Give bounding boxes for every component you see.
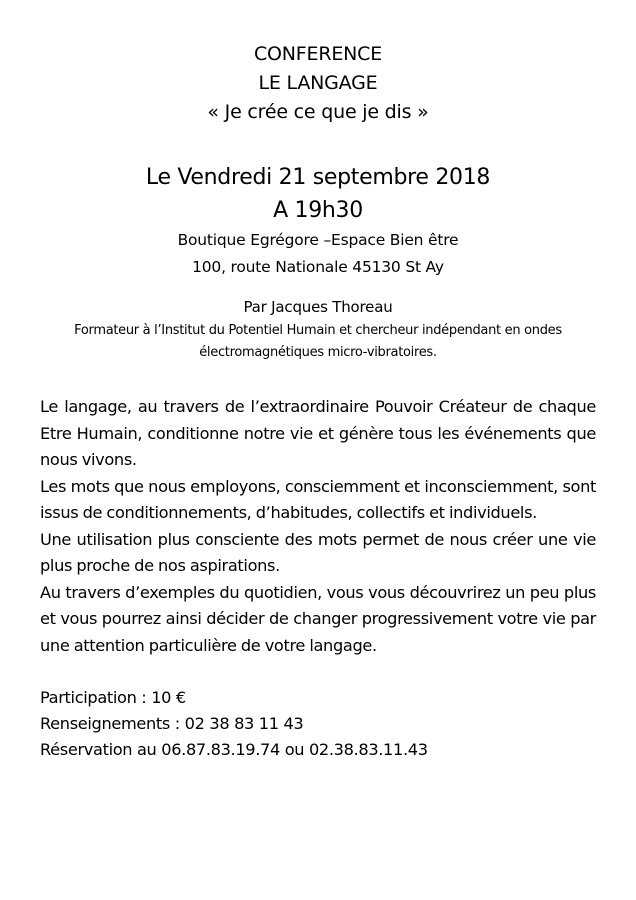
speaker-credentials: Formateur à l’Institut du Potentiel Humain et chercheur indépendant en ondes électromagnétiques micro-vibratoires. [74, 323, 562, 360]
conference-heading: CONFERENCE [253, 43, 383, 65]
event-details [40, 161, 596, 281]
description-text [40, 394, 596, 659]
contact-phone: Renseignements : 02 38 83 11 43 [40, 714, 304, 733]
event-venue: Boutique Egrégore –Espace Bien être [177, 231, 459, 249]
conference-subtitle: « Je crée ce que je dis » [207, 101, 429, 123]
reservation-phones: Réservation au 06.87.83.19.74 ou 02.38.83.11.43 [40, 740, 428, 759]
event-date: Le Vendredi 21 septembre 2018 [145, 165, 491, 190]
flyer-header [40, 40, 596, 127]
description-paragraph-3: Une utilisation plus consciente des mots permet de nous créer une vie plus proche de nos aspirations. [40, 529, 596, 575]
event-time: A 19h30 [273, 198, 363, 223]
speaker-name: Par Jacques Thoreau [243, 298, 393, 316]
event-address: 100, route Nationale 45130 St Ay [192, 258, 444, 276]
description-paragraph-4: Au travers d’exemples du quotidien, vous vous découvrirez un peu plus et vous pourrez ainsi décider de changer progressivement votre vie par une attention particulière de votre langage. [40, 582, 596, 655]
description-paragraph-2: Les mots que nous employons, consciemment et inconsciemment, sont issus de conditionnements, d’habitudes, collectifs et individuels. [40, 476, 596, 522]
practical-info [40, 685, 596, 763]
speaker-block [40, 295, 596, 364]
participation-price: Participation : 10 € [40, 688, 186, 707]
conference-title: LE LANGAGE [258, 72, 378, 94]
description-paragraph-1: Le langage, au travers de l’extraordinaire Pouvoir Créateur de chaque Etre Humain, conditionne notre vie et génère tous les événements que nous vivons. [40, 397, 596, 469]
